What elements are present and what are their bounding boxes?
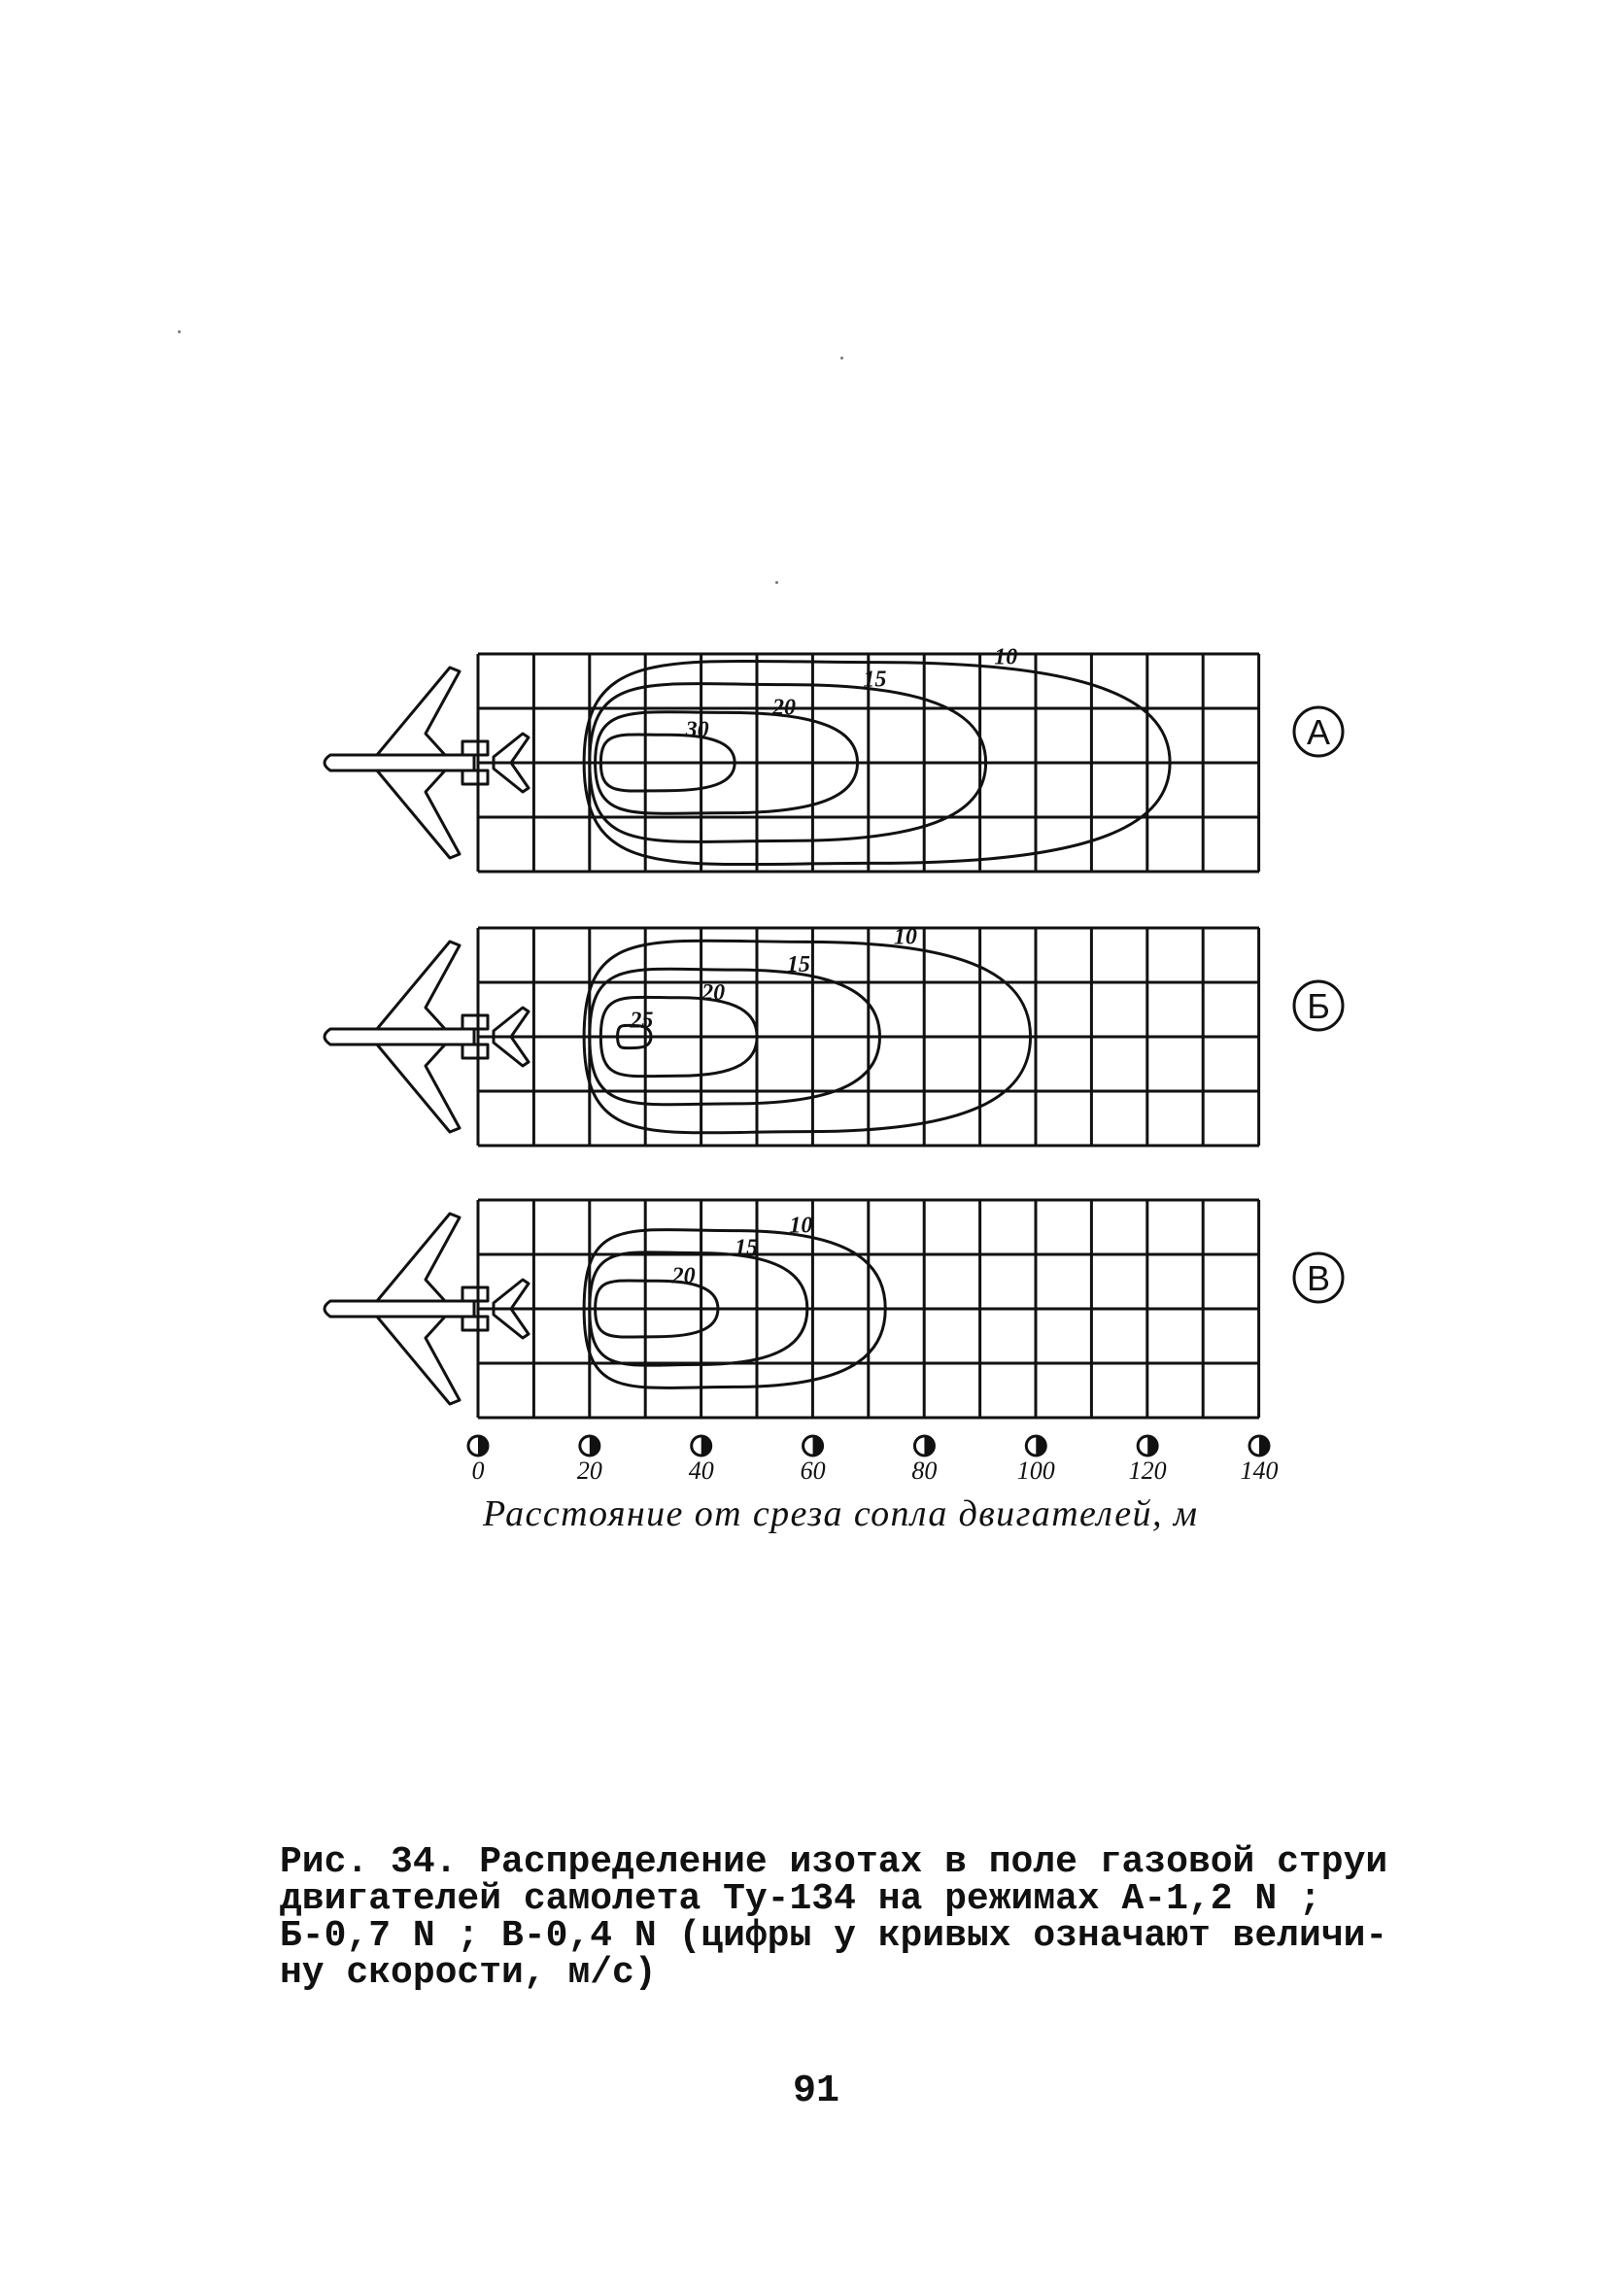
isotach-label-30: 30 bbox=[685, 717, 709, 743]
figure-caption bbox=[280, 1841, 1388, 1994]
panel-A bbox=[325, 645, 1343, 872]
axis-tick-60 bbox=[801, 1436, 826, 1485]
axis-title: Расстояние от среза сопла двигателей, м bbox=[483, 1493, 1197, 1534]
isotach-label-15: 15 bbox=[863, 667, 887, 693]
airplane-icon bbox=[325, 668, 529, 858]
axis-tick-label: 60 bbox=[800, 1456, 826, 1485]
isotach-label-20: 20 bbox=[701, 979, 726, 1006]
panel-V bbox=[325, 1200, 1343, 1418]
isotach-label-25: 25 bbox=[630, 1008, 654, 1034]
panel-grid bbox=[478, 928, 1259, 1146]
svg-text:Б: Б bbox=[1307, 986, 1330, 1026]
panel-label-A bbox=[1294, 707, 1343, 756]
axis-tick-100 bbox=[1017, 1436, 1055, 1485]
axis-tick-label: 80 bbox=[911, 1456, 938, 1485]
caption-line-2: двигателей самолета Ту-134 на режимах А-1,2 N ; bbox=[280, 1878, 1321, 1920]
axis-tick-40 bbox=[689, 1436, 714, 1485]
panel-B bbox=[325, 924, 1343, 1146]
isotach-label-10: 10 bbox=[789, 1213, 813, 1239]
panel-label-B bbox=[1294, 981, 1343, 1030]
caption-line-4: ну скорости, м/с) bbox=[280, 1952, 657, 1994]
axis-tick-label: 40 bbox=[688, 1456, 714, 1485]
distance-axis bbox=[468, 1436, 1279, 1534]
isotach-label-10: 10 bbox=[893, 924, 917, 950]
isotach-label-20: 20 bbox=[771, 695, 796, 721]
axis-tick-20 bbox=[577, 1436, 602, 1485]
axis-tick-label: 140 bbox=[1240, 1456, 1279, 1485]
axis-tick-label: 120 bbox=[1128, 1456, 1167, 1485]
axis-tick-label: 100 bbox=[1016, 1456, 1055, 1485]
svg-text:А: А bbox=[1306, 712, 1331, 752]
isotach-label-15: 15 bbox=[735, 1235, 759, 1261]
page-number: 91 bbox=[792, 2070, 839, 2113]
panel-label-V bbox=[1294, 1253, 1343, 1302]
svg-text:В: В bbox=[1306, 1258, 1331, 1298]
axis-tick-0 bbox=[468, 1436, 488, 1485]
axis-tick-120 bbox=[1129, 1436, 1167, 1485]
caption-line-1: Рис. 34. Распределение изотах в поле газовой струи bbox=[280, 1841, 1388, 1883]
axis-tick-label: 0 bbox=[471, 1456, 485, 1485]
caption-line-3: Б-0,7 N ; В-0,4 N (цифры у кривых означают величи- bbox=[280, 1915, 1388, 1957]
axis-tick-80 bbox=[911, 1436, 937, 1485]
isotach-label-10: 10 bbox=[994, 644, 1018, 670]
panels-layer bbox=[325, 645, 1343, 1418]
airplane-icon bbox=[325, 942, 529, 1132]
airplane-icon bbox=[325, 1214, 529, 1404]
isotach-label-20: 20 bbox=[671, 1263, 696, 1289]
axis-tick-label: 20 bbox=[576, 1456, 602, 1485]
isotach-label-15: 15 bbox=[786, 952, 810, 978]
axis-tick-140 bbox=[1241, 1436, 1279, 1485]
